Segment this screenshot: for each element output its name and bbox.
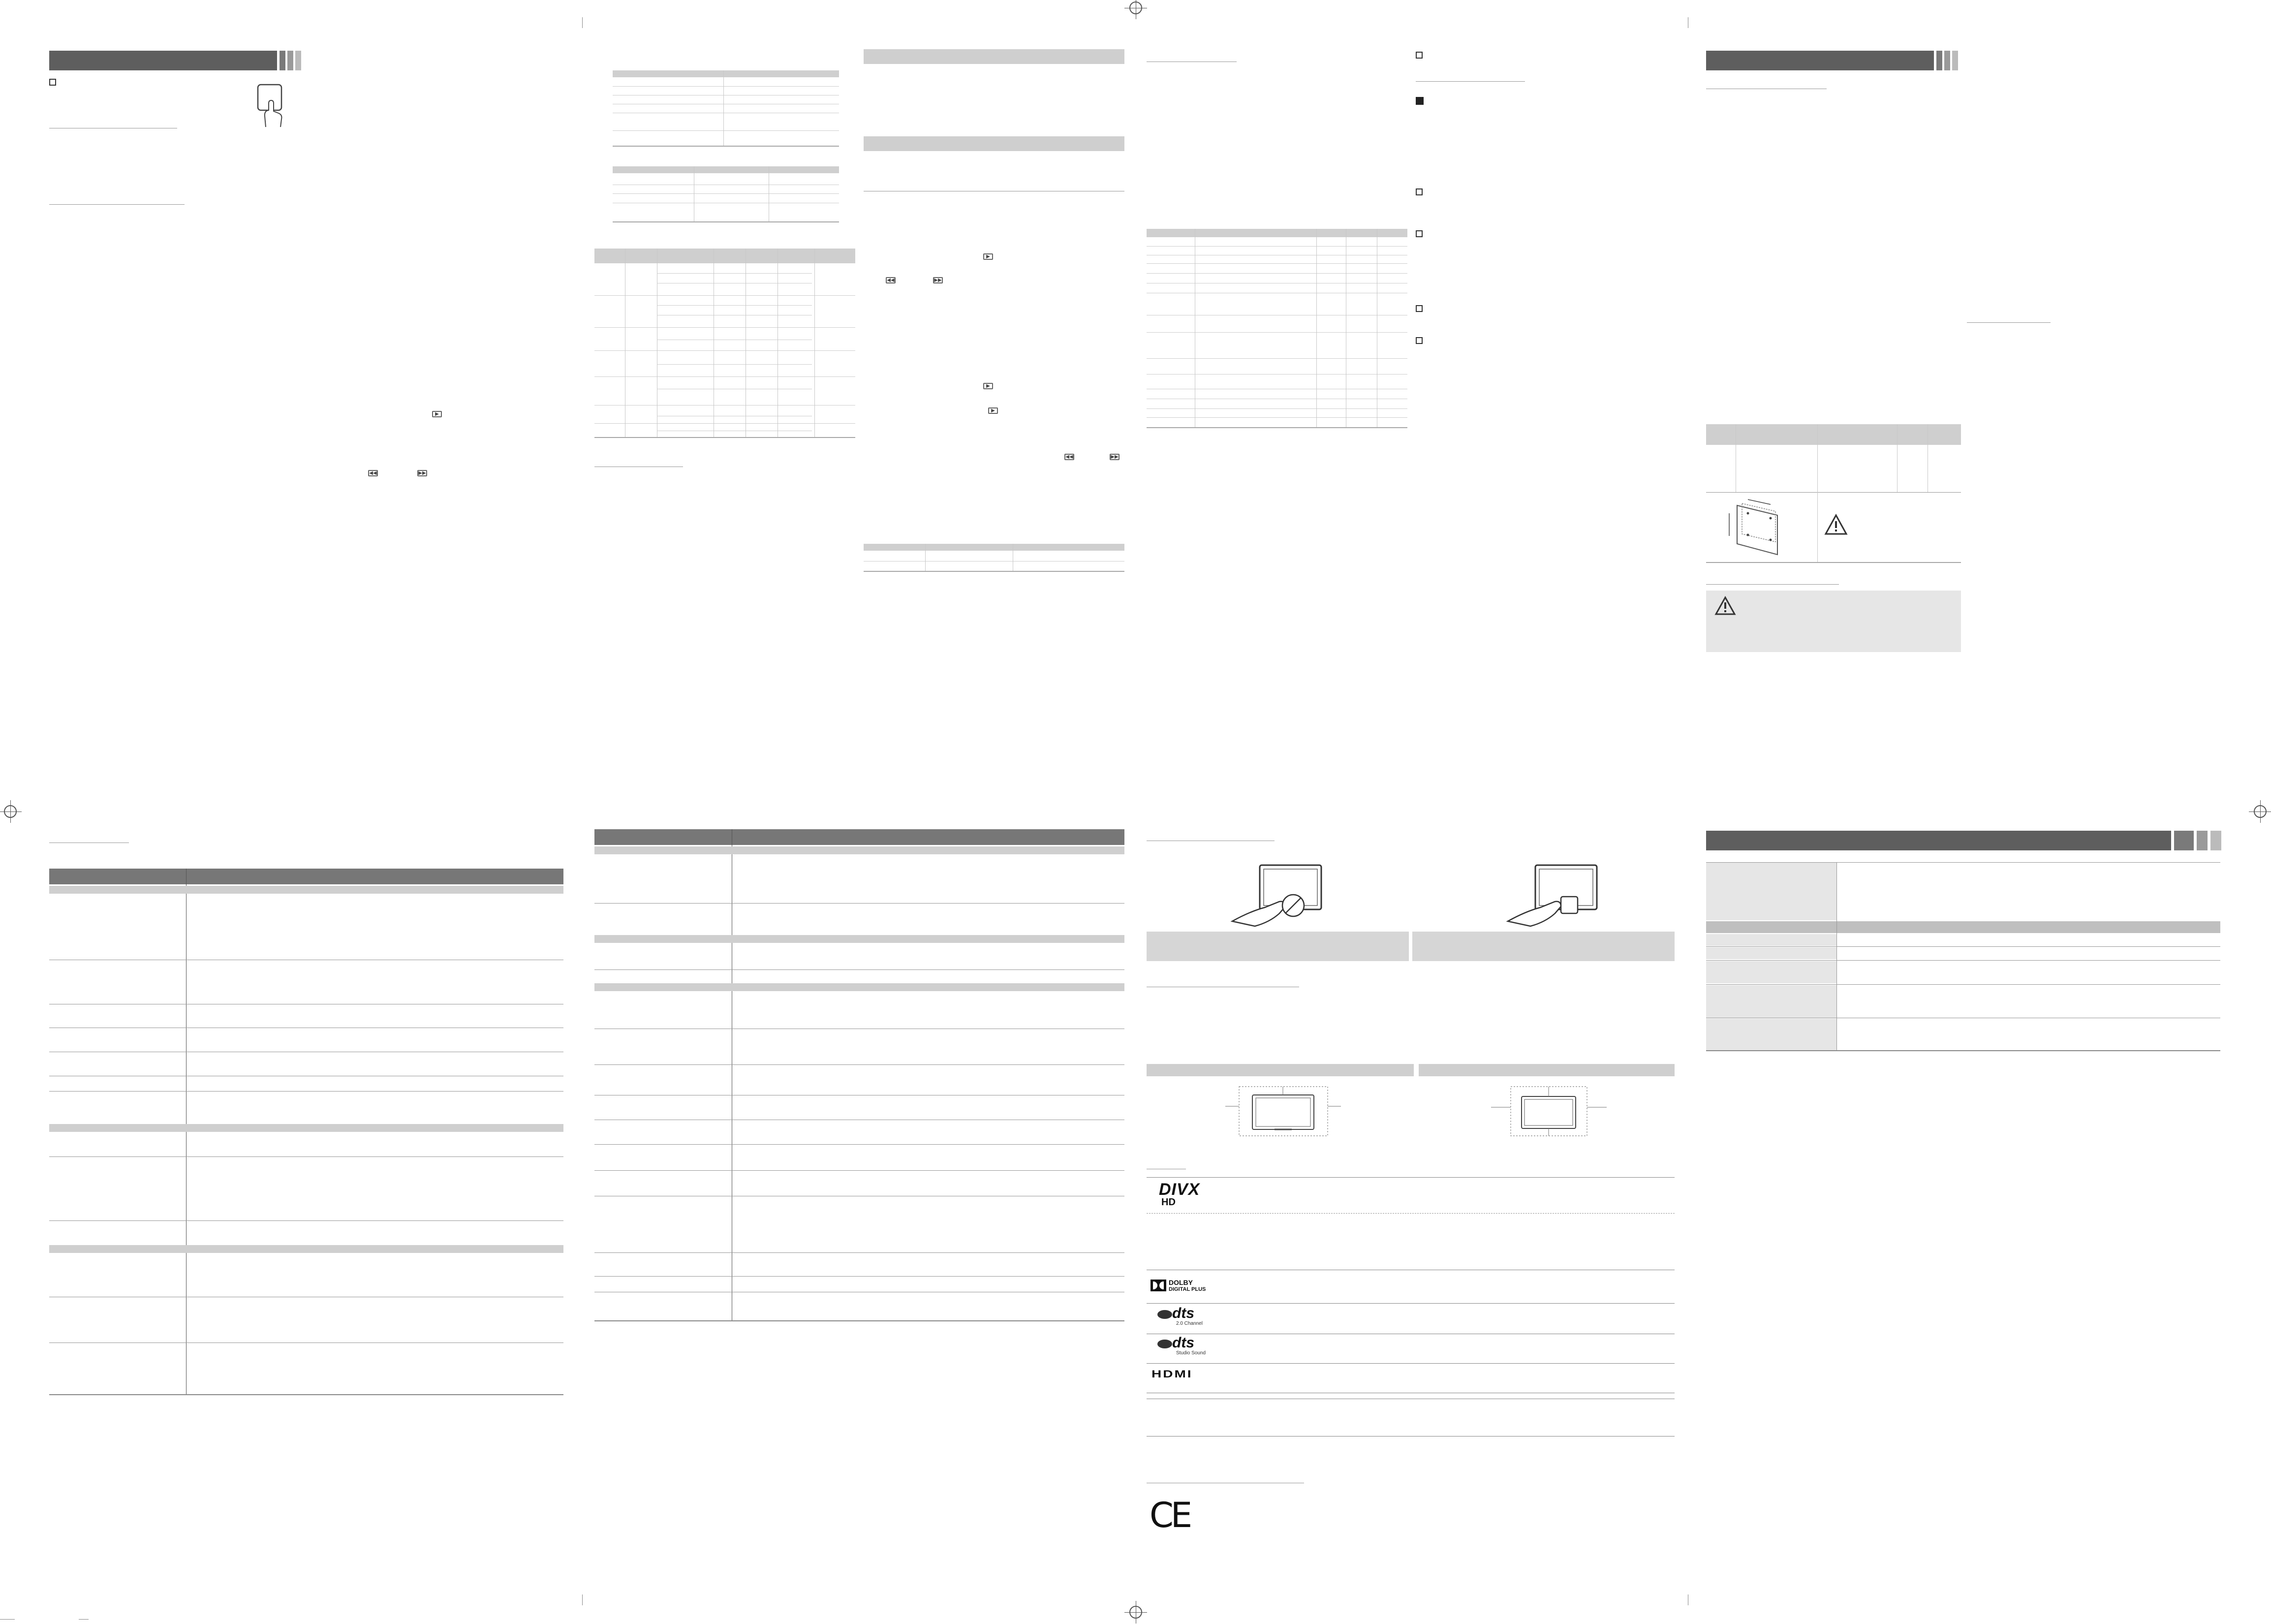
licence-rule	[1147, 1363, 1675, 1364]
table-row	[1706, 946, 2220, 947]
fast-forward-button-icon: ▶▶	[933, 277, 943, 283]
dts-logo: dts	[1172, 1305, 1194, 1321]
table-row	[49, 1091, 563, 1092]
table-bottom	[594, 437, 855, 438]
ce-mark-logo: CE	[1150, 1495, 1190, 1535]
subheading-rule	[1706, 584, 1839, 585]
header-tab	[280, 51, 285, 70]
spec-label-cell	[1706, 1019, 1836, 1050]
table-row	[1147, 408, 1407, 409]
dts-disc-icon	[1157, 1340, 1172, 1348]
header-tab	[1952, 51, 1958, 70]
table-header	[613, 166, 839, 173]
table-bottom	[1706, 562, 1961, 563]
header-tab	[295, 51, 301, 70]
table-column-divider	[1817, 424, 1818, 562]
checkbox-icon	[1416, 305, 1423, 312]
table-header	[613, 70, 839, 77]
table-bottom	[864, 571, 1124, 572]
crop-mark	[0, 1619, 15, 1620]
subheading-rule	[1416, 81, 1525, 82]
divx-hd-logo: HD	[1161, 1197, 1176, 1208]
table-column-divider	[723, 70, 724, 146]
checkbox-icon	[49, 79, 56, 86]
registration-mark-icon	[2254, 805, 2267, 818]
touch-hand-icon	[256, 84, 285, 128]
table-row	[594, 1064, 1124, 1065]
section-header-bar	[1706, 831, 2171, 850]
table-row	[1147, 246, 1407, 247]
install-band	[1419, 1064, 1675, 1076]
licence-rule	[1147, 1303, 1675, 1304]
checkbox-icon	[1416, 52, 1423, 59]
table-section-band	[594, 935, 1124, 943]
table-row	[657, 364, 812, 365]
licence-rule	[1147, 1436, 1675, 1437]
header-tab	[287, 51, 293, 70]
rewind-button-icon: ◀◀	[886, 277, 896, 283]
checkbox-icon	[1416, 230, 1423, 237]
wipe-screen-cloth-icon	[1506, 862, 1599, 931]
table-row	[594, 969, 1124, 970]
table-column-divider	[1897, 424, 1898, 492]
wall-mount-diagram	[1722, 495, 1791, 559]
table-row	[1147, 263, 1407, 264]
table-row	[613, 130, 839, 131]
play-button-icon: ▶	[432, 411, 442, 417]
table-header	[1147, 229, 1407, 237]
table-bottom	[613, 146, 839, 147]
licence-rule	[1147, 1177, 1675, 1178]
dts-disc-icon	[1157, 1310, 1172, 1319]
play-button-icon: ▶	[983, 253, 993, 260]
rewind-button-icon: ◀◀	[368, 470, 378, 476]
table-row	[1706, 492, 1961, 493]
letter-a-icon	[1416, 97, 1424, 105]
table-row	[49, 1156, 563, 1157]
table-row	[1706, 984, 2220, 985]
dts-studio-sound-label: Studio Sound	[1176, 1350, 1206, 1356]
crop-mark	[79, 1619, 89, 1620]
rewind-button-icon: ◀◀	[1064, 454, 1074, 460]
dolby-double-d-icon	[1151, 1280, 1166, 1291]
wipe-screen-no-icon	[1230, 862, 1324, 931]
table-row	[594, 423, 855, 424]
table-section-band	[594, 983, 1124, 991]
table-header	[864, 544, 1124, 551]
spec-label-cell	[1706, 862, 1836, 920]
table-row	[1706, 960, 2220, 961]
note-box	[1412, 932, 1675, 961]
dolby-digital-plus-label: DIGITAL PLUS	[1169, 1286, 1206, 1292]
dts-logo: dts	[1172, 1335, 1194, 1351]
install-band	[1147, 1064, 1414, 1076]
table-row	[49, 1220, 563, 1221]
table-section-band	[49, 886, 563, 894]
note-box	[1147, 932, 1409, 961]
table-row	[594, 327, 855, 328]
dts-2ch-label: 2.0 Channel	[1176, 1321, 1203, 1326]
registration-mark-icon	[1129, 1, 1142, 14]
table-row	[594, 295, 855, 296]
table-row	[594, 1170, 1124, 1171]
table-row	[613, 193, 839, 194]
subheading-rule	[1967, 322, 2051, 323]
table-header	[49, 869, 563, 884]
spec-label-cell	[1706, 985, 1836, 1018]
table-column-divider	[814, 249, 815, 437]
header-tab	[2197, 831, 2208, 850]
subheading-rule	[49, 204, 185, 205]
table-column-divider	[925, 544, 926, 571]
table-bottom	[1147, 427, 1407, 428]
table-section-band	[49, 1124, 563, 1132]
spec-label-cell	[1706, 934, 1836, 946]
crop-mark	[582, 1594, 583, 1605]
table-bottom	[594, 1320, 1124, 1321]
warning-triangle-icon	[1825, 514, 1847, 535]
table-bottom	[613, 221, 839, 222]
fast-forward-button-icon: ▶▶	[417, 470, 427, 476]
checkbox-icon	[1416, 188, 1423, 195]
divx-logo: DIVX	[1159, 1180, 1200, 1199]
table-row	[1147, 358, 1407, 359]
play-button-icon: ▶	[983, 383, 993, 389]
table-row	[1147, 374, 1407, 375]
table-row	[657, 273, 812, 274]
table-section-band	[49, 1245, 563, 1253]
table-header	[1706, 424, 1961, 445]
header-tab	[1944, 51, 1950, 70]
header-tab	[1936, 51, 1942, 70]
table-row	[657, 305, 812, 306]
registration-mark-icon	[4, 805, 17, 818]
section-band	[864, 49, 1124, 64]
note-box	[1706, 591, 1961, 652]
licence-rule	[1147, 1213, 1675, 1214]
header-tab	[2174, 831, 2194, 850]
play-button-icon: ▶	[988, 407, 998, 414]
warning-triangle-icon	[1715, 596, 1736, 615]
dolby-logo: DOLBY	[1169, 1279, 1193, 1286]
table-row	[864, 561, 1124, 562]
hdmi-logo: HDMI	[1151, 1368, 1193, 1380]
table-bottom	[1706, 1050, 2220, 1051]
table-section-band	[594, 846, 1124, 854]
stand-clearance-diagram	[1225, 1083, 1341, 1139]
table-row	[1706, 862, 2220, 863]
registration-mark-icon	[1129, 1606, 1142, 1619]
table-row	[594, 1276, 1124, 1277]
table-row	[594, 405, 855, 406]
section-header-bar	[49, 51, 277, 70]
crop-mark	[582, 17, 583, 28]
table-row	[1147, 417, 1407, 418]
section-band	[864, 136, 1124, 151]
table-row	[594, 903, 1124, 904]
wall-clearance-diagram	[1491, 1083, 1607, 1139]
table-row	[594, 350, 855, 351]
table-column-divider	[1836, 862, 1837, 1050]
table-row	[594, 376, 855, 377]
spec-label-cell	[1706, 961, 1836, 983]
table-row	[613, 86, 839, 87]
fast-forward-button-icon: ▶▶	[1110, 454, 1120, 460]
table-row	[1147, 273, 1407, 274]
checkbox-icon	[1416, 337, 1423, 344]
table-bottom	[49, 1394, 563, 1395]
table-row	[594, 1144, 1124, 1145]
table-section-band	[1706, 921, 2220, 933]
table-header	[594, 829, 1124, 845]
section-header-bar	[1706, 51, 1934, 70]
spec-label-cell	[1706, 947, 1836, 959]
header-tab	[2210, 831, 2221, 850]
table-row	[1147, 332, 1407, 333]
table-header	[594, 249, 855, 263]
table-column-divider	[1316, 229, 1317, 427]
table-row	[594, 1252, 1124, 1253]
table-column-divider	[186, 869, 187, 1395]
